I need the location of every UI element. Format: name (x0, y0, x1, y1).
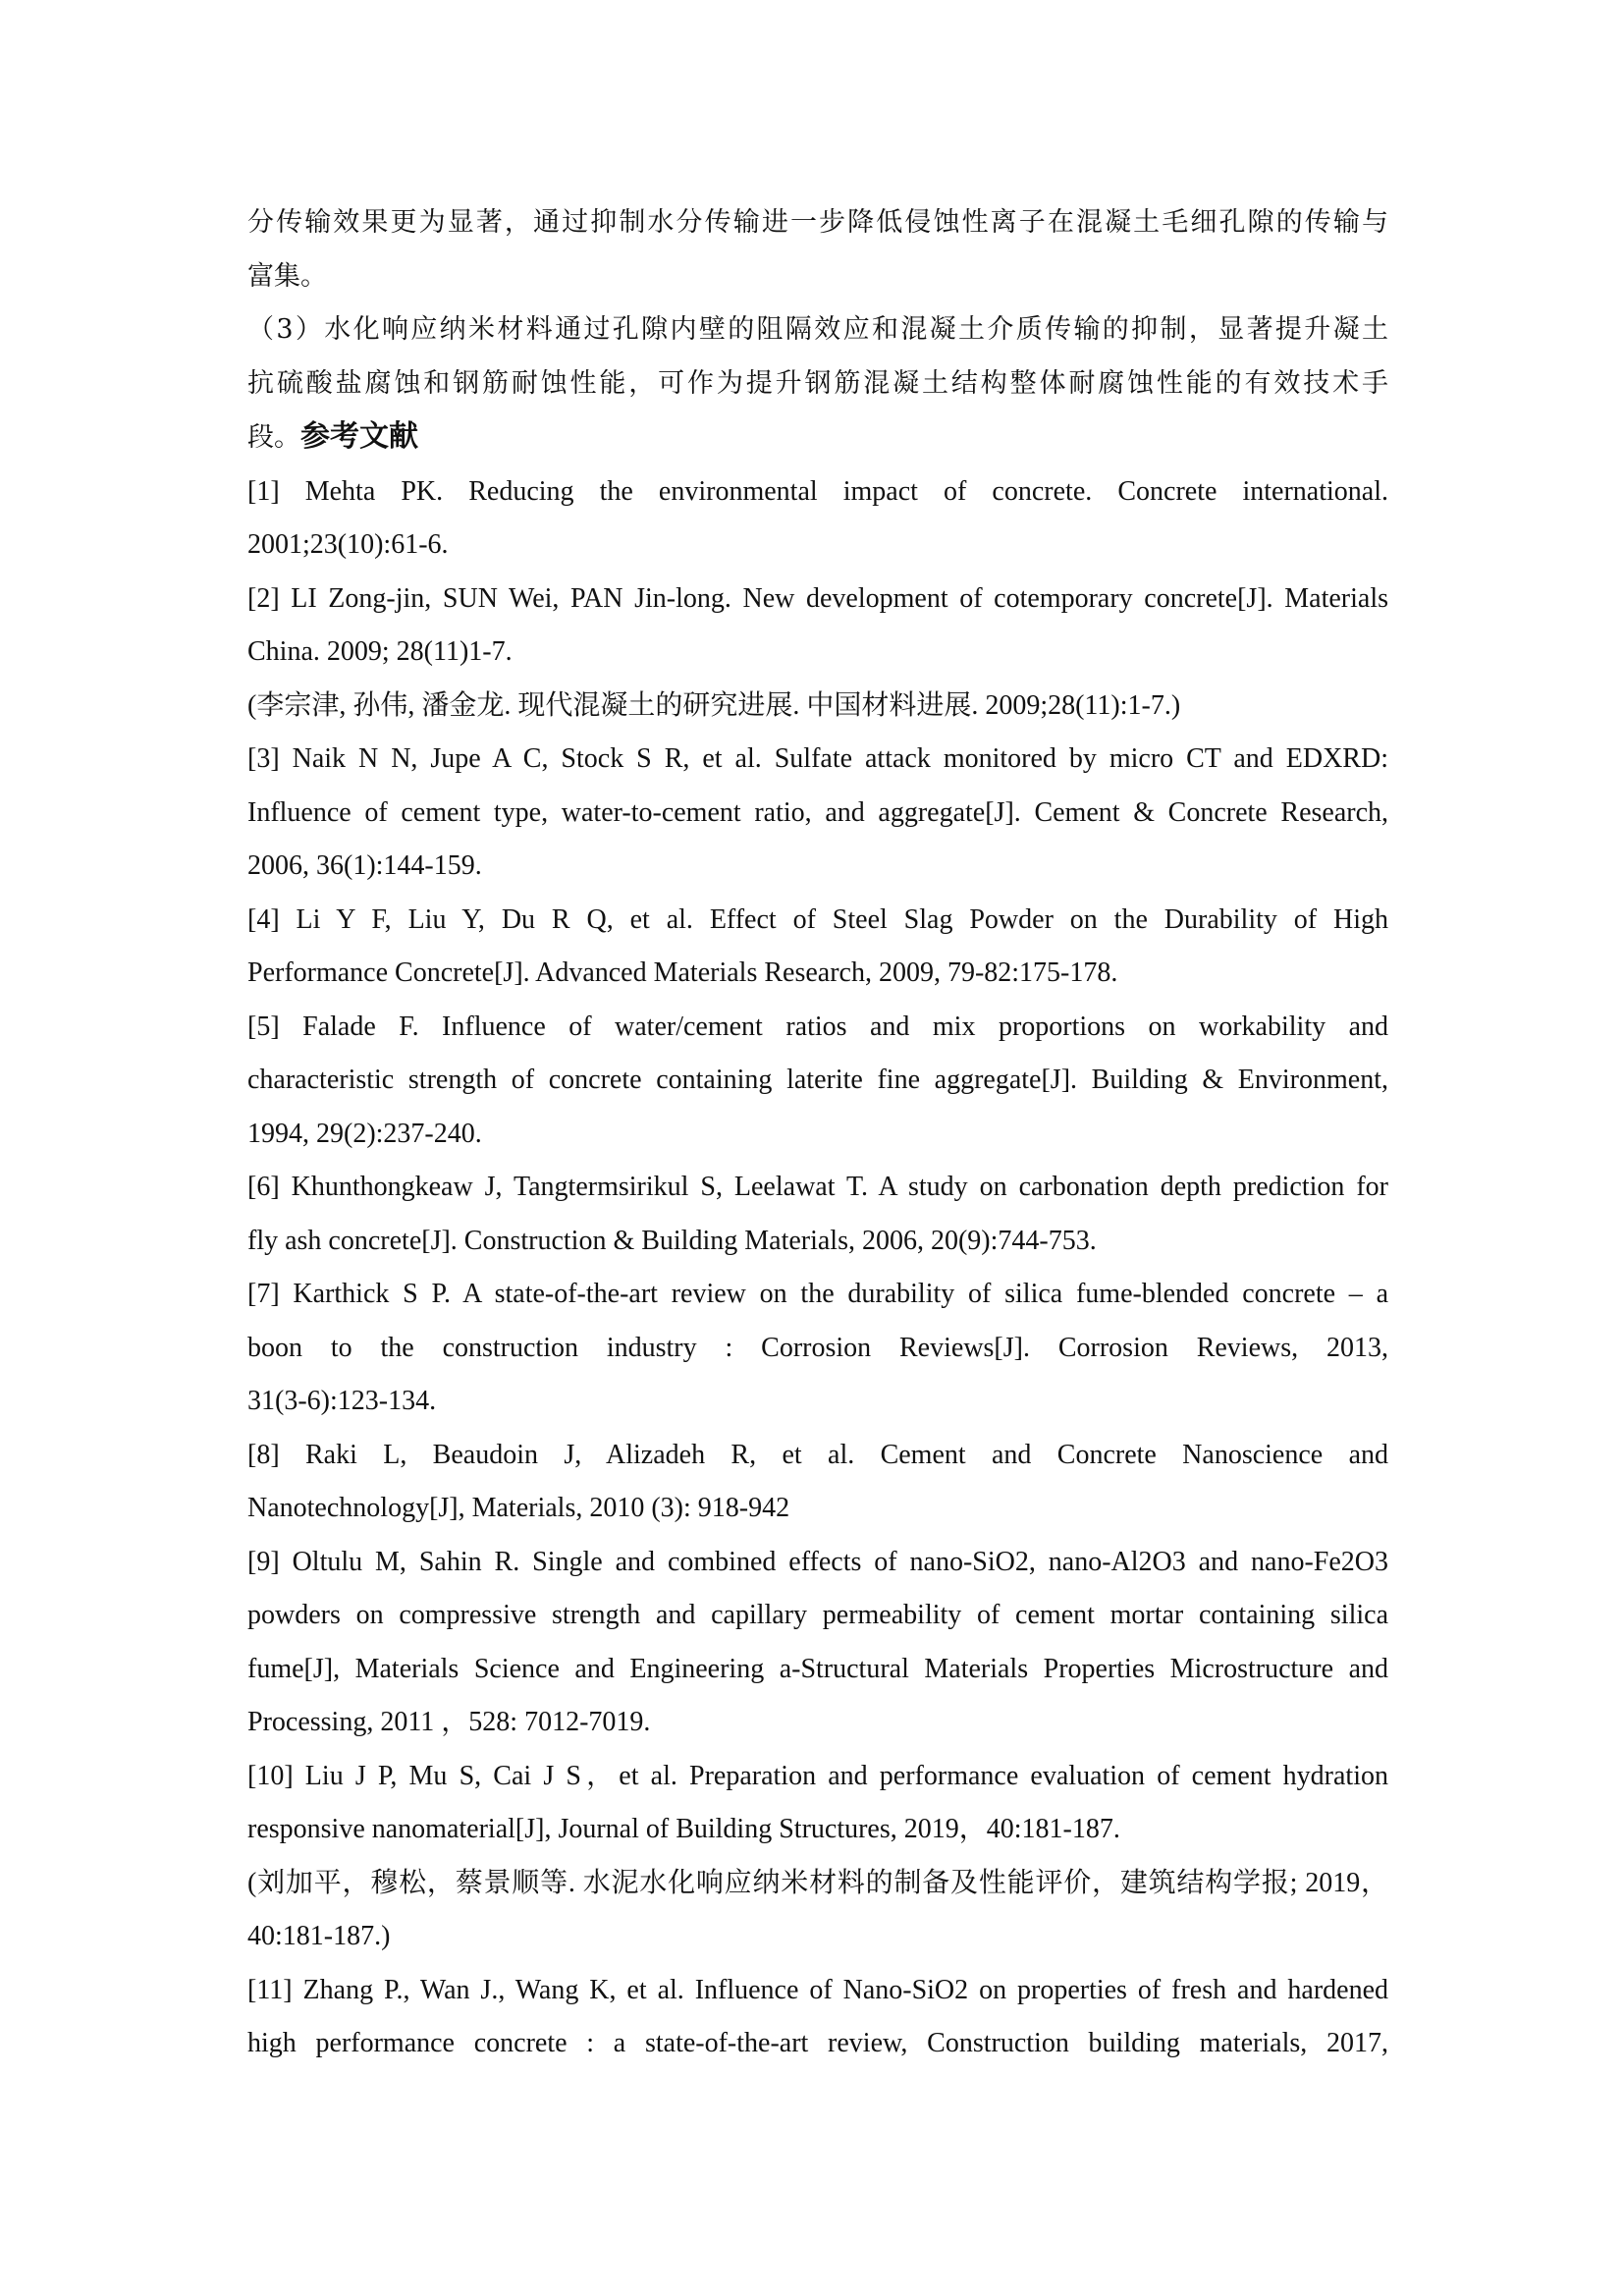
reference-item (247, 1964, 1388, 2071)
reference-item (247, 1429, 1388, 1536)
reference-line: Influence of cement type, water-to-cement ratio, and aggregate[J]. Cement & Concrete Research, (247, 796, 1388, 828)
reference-line: high performance concrete : a state-of-the-art review, Construction building materials, 2017, (247, 2028, 1388, 2058)
reference-line: [3] Naik N N, Jupe A C, Stock S R, et al. Sulfate attack monitored by micro CT and EDXRD: (247, 743, 1388, 774)
reference-item (247, 894, 1388, 1001)
text-line: 富集。 (247, 260, 327, 292)
reference-item (247, 465, 1388, 573)
paragraph-conclusion-2 (247, 196, 1388, 303)
reference-line: 2006, 36(1):144-159. (247, 850, 482, 881)
reference-line: [8] Raki L, Beaudoin J, Alizadeh R, et al. Cement and Concrete Nanoscience and (247, 1439, 1388, 1470)
reference-line: [10] Liu J P, Mu S, Cai J S，et al. Preparation and performance evaluation of cement hydration (247, 1760, 1388, 1791)
reference-line: (李宗津, 孙伟, 潘金龙. 现代混凝土的研究进展. 中国材料进展. 2009;28(11):1-7.) (247, 689, 1181, 721)
reference-item (247, 1536, 1388, 1750)
text-line (247, 410, 1388, 465)
reference-line: [5] Falade F. Influence of water/cement ratios and mix proportions on workability and (247, 1011, 1388, 1042)
reference-list (247, 465, 1388, 2071)
text-fragment: 段。 (247, 422, 300, 453)
reference-line: [4] Li Y F, Liu Y, Du R Q, et al. Effect of Steel Slag Powder on the Durability of High (247, 903, 1388, 935)
reference-item (247, 1268, 1388, 1429)
text-line: 分传输效果更为显著，通过抑制水分传输进一步降低侵蚀性离子在混凝土毛细孔隙的传输与 (247, 207, 1388, 238)
reference-line: boon to the construction industry : Corrosion Reviews[J]. Corrosion Reviews, 2013, (247, 1332, 1388, 1363)
references-heading: 参考文献 (300, 419, 418, 454)
reference-line: 31(3-6):123-134. (247, 1386, 437, 1416)
reference-line: [7] Karthick S P. A state-of-the-art review on the durability of silica fume-blended concrete – a (247, 1279, 1388, 1309)
reference-line: powders on compressive strength and capillary permeability of cement mortar containing silica (247, 1600, 1388, 1630)
reference-line: (刘加平，穆松，蔡景顺等. 水泥水化响应纳米材料的制备及性能评价，建筑结构学报; 2019， (247, 1867, 1388, 1898)
reference-item (247, 573, 1388, 734)
reference-line: [11] Zhang P., Wan J., Wang K, et al. Influence of Nano-SiO2 on properties of fresh and hardened (247, 1974, 1388, 2005)
document-page (247, 196, 1388, 2071)
reference-line: Performance Concrete[J]. Advanced Materials Research, 2009, 79-82:175-178. (247, 957, 1118, 988)
reference-line: [2] LI Zong-jin, SUN Wei, PAN Jin-long. New development of cotemporary concrete[J]. Materials (247, 582, 1388, 614)
reference-item (247, 1161, 1388, 1268)
reference-line: fume[J], Materials Science and Engineering a-Structural Materials Properties Microstructure and (247, 1653, 1388, 1684)
reference-line: 40:181-187.) (247, 1921, 391, 1951)
reference-line: China. 2009; 28(11)1-7. (247, 636, 513, 667)
reference-item (247, 733, 1388, 894)
reference-line: Nanotechnology[J], Materials, 2010 (3): 918-942 (247, 1493, 790, 1523)
paragraph-conclusion-3 (247, 303, 1388, 465)
reference-item (247, 1001, 1388, 1162)
text-line: 抗硫酸盐腐蚀和钢筋耐蚀性能，可作为提升钢筋混凝土结构整体耐腐蚀性能的有效技术手 (247, 367, 1388, 399)
reference-line: characteristic strength of concrete containing laterite fine aggregate[J]. Building & Environment, (247, 1065, 1388, 1095)
reference-line: [1] Mehta PK. Reducing the environmental impact of concrete. Concrete international. (247, 475, 1388, 507)
reference-line: [9] Oltulu M, Sahin R. Single and combined effects of nano-SiO2, nano-Al2O3 and nano-Fe2O3 (247, 1546, 1388, 1577)
reference-line: fly ash concrete[J]. Construction & Building Materials, 2006, 20(9):744-753. (247, 1225, 1097, 1256)
reference-line: [6] Khunthongkeaw J, Tangtermsirikul S, Leelawat T. A study on carbonation depth prediction for (247, 1172, 1388, 1202)
reference-line: Processing, 2011 ，528: 7012-7019. (247, 1707, 651, 1737)
reference-line: 1994, 29(2):237-240. (247, 1118, 482, 1149)
reference-line: responsive nanomaterial[J], Journal of Building Structures, 2019，40:181-187. (247, 1814, 1120, 1844)
text-line: （3）水化响应纳米材料通过孔隙内壁的阻隔效应和混凝土介质传输的抑制，显著提升凝土 (247, 314, 1388, 345)
reference-item (247, 1750, 1388, 1964)
reference-line: 2001;23(10):61-6. (247, 529, 449, 560)
